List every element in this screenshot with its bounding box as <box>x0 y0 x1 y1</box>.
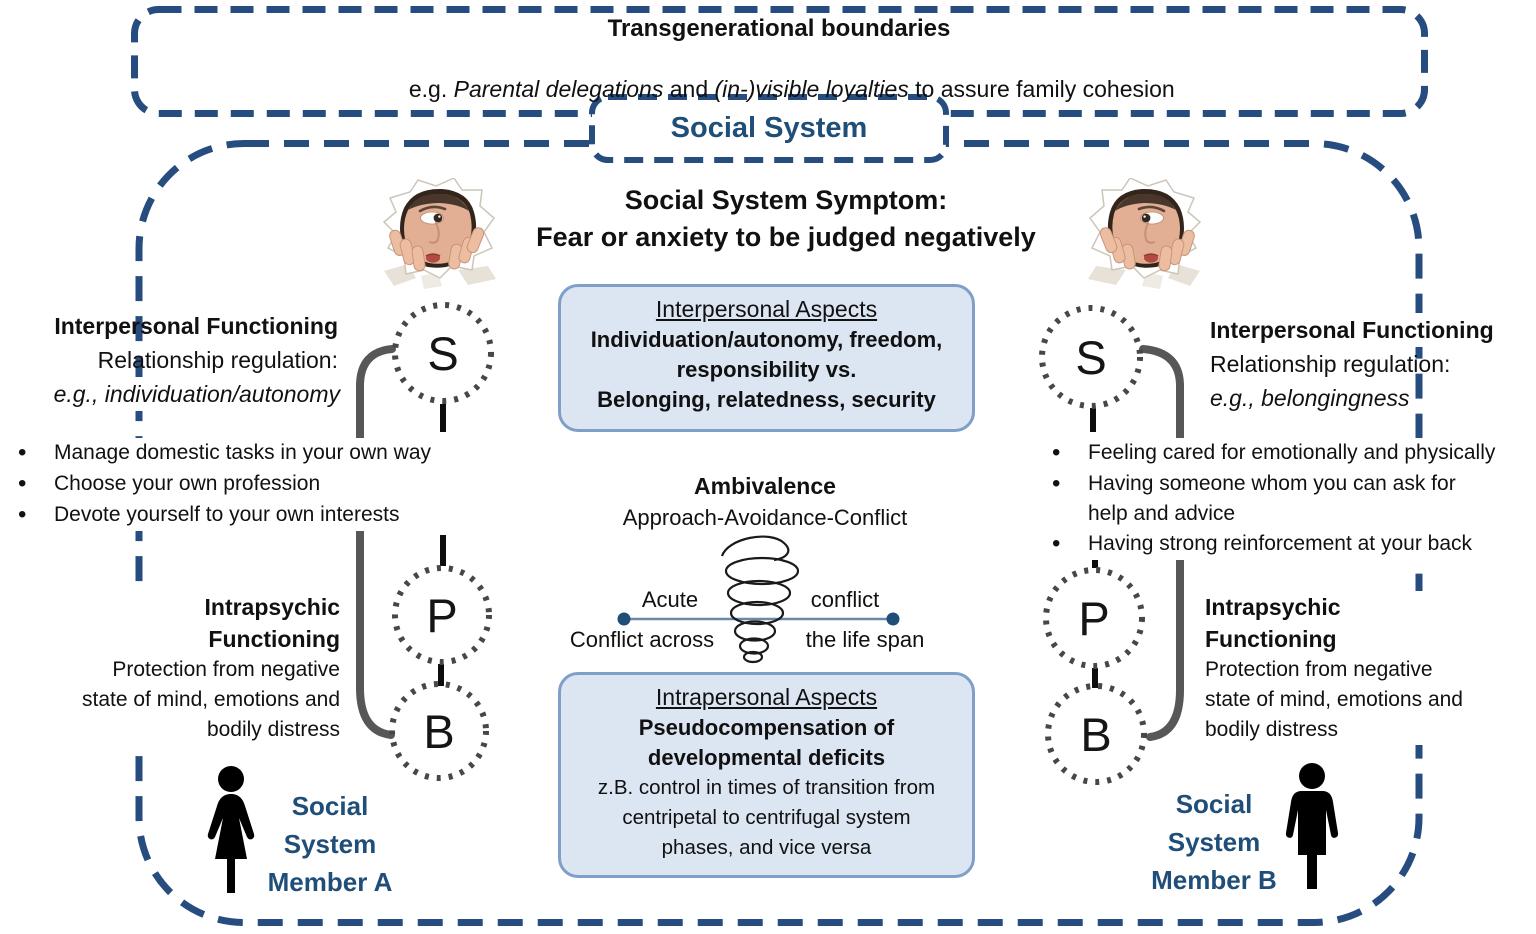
member-b-bullet-list <box>1040 438 1532 560</box>
interpersonal-aspects-line1: Individuation/autonomy, freedom, <box>590 327 943 352</box>
member-b-label-line1: Social <box>1175 789 1253 819</box>
bullet-text: Having strong reinforcement at your back <box>1088 532 1473 555</box>
member-a-bullet-list <box>6 438 474 531</box>
conflict-label: conflict <box>810 587 880 612</box>
interpersonal-aspects-box <box>558 284 975 432</box>
member-a-intrapsychic-title2: Functioning <box>208 626 340 652</box>
member-b-b-letter: B <box>1080 707 1112 761</box>
member-a-spb-bracket <box>360 349 392 735</box>
list-item <box>1040 469 1532 529</box>
member-b-intrapsychic-desc3: bodily distress <box>1205 718 1339 741</box>
member-a-intrapsychic-desc2: state of mind, emotions and <box>82 688 340 711</box>
member-b-interpersonal-example: e.g., belongingness <box>1210 385 1410 411</box>
subtitle-plain: and <box>663 76 715 102</box>
peek-face-icon <box>1088 178 1200 289</box>
list-item <box>6 438 474 469</box>
interpersonal-aspects-heading: Interpersonal Aspects <box>655 296 878 322</box>
member-a-interpersonal-title: Interpersonal Functioning <box>54 313 338 339</box>
acute-label: Acute <box>641 587 699 612</box>
bullet-text: Manage domestic tasks in your own way <box>54 441 432 464</box>
intrapersonal-aspects-heading: Intrapersonal Aspects <box>655 684 878 710</box>
member-a-label-line1: Social <box>291 791 369 821</box>
female-figure-icon <box>208 766 254 893</box>
member-a-label-line3: Member A <box>267 867 393 897</box>
member-a-interpersonal-subtitle: Relationship regulation: <box>97 347 338 373</box>
subtitle-italic: (in-)visible loyalties <box>714 76 909 102</box>
member-a-intrapsychic-desc1: Protection from negative <box>112 658 340 681</box>
member-b-label-line2: System <box>1167 827 1261 857</box>
member-a-intrapsychic-desc3: bodily distress <box>206 718 340 741</box>
member-a-intrapsychic-title1: Intrapsychic <box>204 594 340 620</box>
intrapersonal-aspects-line2: centripetal to centrifugal system <box>622 806 911 829</box>
symptom-heading-line2: Fear or anxiety to be judged negatively <box>536 222 1036 252</box>
member-b-intrapsychic-desc1: Protection from negative <box>1205 658 1433 681</box>
interpersonal-aspects-line2: responsibility vs. <box>676 357 857 382</box>
member-a-b-letter: B <box>423 704 455 758</box>
intrapersonal-aspects-bold2: developmental deficits <box>647 745 886 770</box>
bullet-text: Devote yourself to your own interests <box>54 503 400 526</box>
member-a-interpersonal-example: e.g., individuation/autonomy <box>0 377 340 411</box>
member-b-interpersonal-subtitle: Relationship regulation: <box>1210 351 1451 377</box>
member-b-label <box>1134 785 1294 899</box>
bullet-dot <box>1040 438 1088 469</box>
interpersonal-aspects-line3: Belonging, relatedness, security <box>597 387 936 412</box>
member-b-p-letter: P <box>1078 591 1110 645</box>
line-endpoint-dot <box>618 613 631 626</box>
bullet-text: Feeling cared for emotionally and physically <box>1088 441 1496 464</box>
ambivalence-subtitle: Approach-Avoidance-Conflict <box>622 505 908 530</box>
member-b-label-line3: Member B <box>1151 865 1277 895</box>
member-b-intrapsychic-desc2: state of mind, emotions and <box>1205 688 1463 711</box>
bullet-dot <box>6 469 54 500</box>
list-item <box>6 469 474 500</box>
life-span-label: the life span <box>805 627 925 652</box>
intrapersonal-aspects-line3: phases, and vice versa <box>661 836 872 859</box>
transgenerational-title: Transgenerational boundaries <box>607 15 951 42</box>
member-a-label <box>252 787 408 901</box>
member-b-interpersonal-title: Interpersonal Functioning <box>1210 313 1528 347</box>
bullet-dot <box>1040 529 1088 560</box>
social-system-label: Social System <box>670 112 868 144</box>
symptom-heading-line1: Social System Symptom: <box>624 185 948 215</box>
line-endpoint-dot <box>887 613 900 626</box>
list-item <box>1040 529 1532 560</box>
bullet-text: Choose your own profession <box>54 472 321 495</box>
spiral-icon <box>722 537 798 662</box>
member-a-intrapsychic-block <box>40 591 340 745</box>
subtitle-plain: e.g. <box>408 76 454 102</box>
member-b-intrapsychic-block <box>1205 591 1505 745</box>
conflict-across-label: Conflict across <box>569 627 715 652</box>
bullet-dot <box>6 500 54 531</box>
bullet-text: Having someone whom you can ask for help and advice <box>1088 472 1456 525</box>
ambivalence-title: Ambivalence <box>694 473 836 499</box>
list-item <box>6 500 474 531</box>
intrapersonal-aspects-line1: z.B. control in times of transition from <box>597 776 936 799</box>
member-b-intrapsychic-title1: Intrapsychic <box>1205 594 1341 620</box>
member-b-intrapsychic-title2: Functioning <box>1205 626 1337 652</box>
member-b-s-letter: S <box>1075 330 1107 384</box>
list-item <box>1040 438 1532 469</box>
subtitle-plain: to assure family cohesion <box>908 76 1175 102</box>
intrapersonal-aspects-box <box>558 672 975 878</box>
bullet-dot <box>6 438 54 469</box>
member-a-p-letter: P <box>426 588 458 642</box>
member-a-label-line2: System <box>283 829 377 859</box>
bullet-dot <box>1040 469 1088 500</box>
intrapersonal-aspects-bold1: Pseudocompensation of <box>638 715 895 740</box>
subtitle-italic: Parental delegations <box>453 76 664 102</box>
member-a-s-letter: S <box>427 326 459 380</box>
